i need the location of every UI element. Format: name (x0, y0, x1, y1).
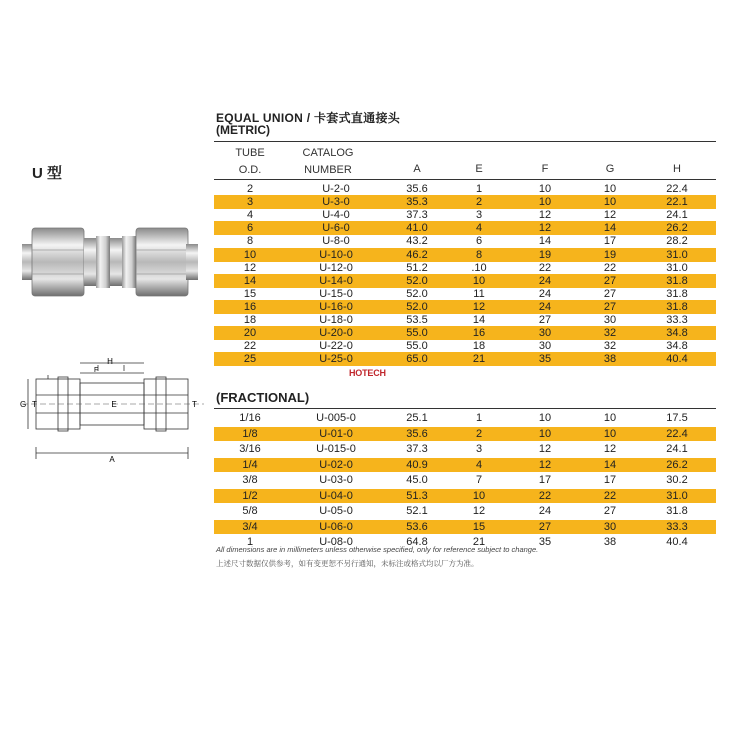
table-cell: 11 (473, 287, 485, 300)
table-row (214, 234, 716, 248)
table-cell: 30 (538, 340, 552, 353)
table-cell: U-015-0 (316, 443, 356, 455)
table-cell: 15 (243, 287, 257, 300)
table-cell: U-4-0 (322, 209, 350, 222)
table-row (214, 427, 716, 441)
table-cell: 43.2 (406, 235, 428, 248)
table-cell: 40.4 (666, 353, 688, 366)
drawing-label-g: G (20, 400, 27, 409)
table-cell: 4 (246, 209, 254, 222)
table-cell: 8 (475, 248, 483, 261)
drawing-label-f: F (94, 367, 99, 374)
table-cell: 24 (538, 274, 552, 287)
table-cell: 1/2 (242, 489, 258, 502)
table-cell: 14 (472, 314, 486, 326)
table-cell: 27 (538, 520, 552, 533)
table-cell: 5/8 (242, 505, 258, 517)
table-cell: 3 (475, 209, 483, 222)
table-cell: 17 (603, 235, 617, 248)
table-row (214, 195, 716, 209)
table-cell: 12 (243, 261, 257, 274)
header-tube-od: TUBE O.D. (235, 147, 265, 176)
table-cell: 12 (538, 443, 552, 455)
table-cell: U-005-0 (316, 412, 356, 424)
table-cell: 30 (603, 314, 617, 326)
table-cell: 17.5 (666, 412, 688, 424)
table-cell: 18 (472, 340, 486, 353)
union-fitting-drawing-icon (18, 355, 208, 465)
table-cell: 12 (538, 222, 552, 235)
table-cell: U-02-0 (319, 458, 353, 471)
union-fitting-photo-icon (20, 222, 200, 302)
table-cell: 3/8 (242, 474, 258, 486)
table-cell: 17 (603, 474, 617, 486)
table-cell: 31.8 (666, 287, 688, 300)
table-cell: 22 (538, 489, 552, 502)
table-cell: 27 (603, 274, 617, 287)
table-cell: 10 (538, 412, 552, 424)
table-cell: 10 (603, 183, 617, 195)
table-row (214, 300, 716, 314)
drawing-label-t-right: T (192, 400, 197, 409)
table-cell: 2 (475, 196, 483, 209)
table-cell: U-10-0 (319, 248, 353, 261)
table-cell: 22 (603, 261, 617, 274)
table-cell: 30.2 (666, 474, 688, 486)
table-cell: 1/16 (239, 412, 261, 424)
header-top-rule (214, 141, 716, 142)
table-row (214, 458, 716, 472)
table-cell: 10 (538, 427, 552, 440)
table-cell: 1 (246, 536, 254, 548)
table-cell: 24 (538, 505, 552, 517)
table-cell: U-6-0 (322, 222, 350, 235)
table-cell: 10 (243, 248, 257, 261)
table-cell: 10 (472, 274, 486, 287)
table-cell: 33.3 (666, 314, 688, 326)
table-cell: 38 (603, 353, 617, 366)
table-cell: U-22-0 (319, 340, 353, 353)
table-cell: 52.0 (406, 300, 428, 313)
table-cell: 8 (246, 235, 254, 248)
table-row (214, 489, 716, 503)
table-row (214, 287, 716, 301)
table-cell: 14 (538, 235, 552, 248)
table-cell: 2 (246, 183, 254, 195)
footnote-english: All dimensions are in millimeters unless otherwise specified, only for reference subject to change. (216, 545, 539, 554)
table-cell: 14 (603, 222, 617, 235)
table-cell: 31.8 (666, 300, 688, 313)
table-cell: 16 (472, 327, 486, 340)
table-cell: 35.6 (406, 183, 428, 195)
table-row (214, 261, 716, 275)
table-row (214, 411, 716, 425)
table-cell: 34.8 (666, 340, 688, 353)
table-cell: 55.0 (406, 327, 428, 340)
table-cell: 24.1 (666, 443, 688, 455)
table-cell: 14 (243, 274, 257, 287)
table-cell: 17 (538, 474, 552, 486)
table-cell: 25.1 (406, 412, 428, 424)
header-h: H (673, 163, 681, 175)
table-cell: 3/16 (239, 443, 261, 455)
table-cell: 16 (243, 300, 257, 313)
table-cell: 12 (538, 458, 552, 471)
table-cell: U-18-0 (319, 314, 353, 326)
table-cell: U-12-0 (319, 261, 353, 274)
table-cell: 12 (538, 209, 552, 222)
table-cell: 12 (603, 209, 617, 222)
table-title: EQUAL UNION / 卡套式直通接头 (216, 111, 401, 125)
table-cell: 31.8 (666, 274, 688, 287)
table-row (214, 274, 716, 288)
table-cell: 24.1 (666, 209, 688, 222)
table-cell: 35 (538, 353, 552, 366)
drawing-label-h: H (107, 357, 113, 366)
table-cell: 22.4 (666, 183, 688, 195)
table-cell: 45.0 (406, 474, 428, 486)
drawing-label-t-left: T (32, 400, 37, 409)
table-cell: 40.4 (666, 536, 688, 548)
table-cell: 12 (472, 505, 486, 517)
table-cell: 37.3 (406, 209, 428, 222)
table-cell: 3 (246, 196, 254, 209)
table-row (214, 313, 716, 327)
table-cell: U-06-0 (319, 520, 353, 533)
header-bottom-rule (214, 179, 716, 180)
table-cell: 22 (243, 340, 257, 353)
table-cell: 27 (603, 300, 617, 313)
table-cell: 38 (603, 536, 617, 548)
watermark: HOTECH (349, 368, 386, 378)
table-cell: 52.0 (406, 274, 428, 287)
table-cell: 1/8 (242, 427, 258, 440)
fractional-section-title: (FRACTIONAL) (216, 390, 310, 405)
table-cell: 51.2 (406, 261, 428, 274)
table-row (214, 221, 716, 235)
table-cell: U-20-0 (319, 327, 353, 340)
table-cell: 3/4 (242, 520, 258, 533)
table-cell: 25 (243, 353, 257, 366)
table-row (214, 182, 716, 196)
header-g: G (605, 163, 615, 175)
table-cell: 30 (603, 520, 617, 533)
table-cell: 26.2 (666, 458, 688, 471)
table-cell: 33.3 (666, 520, 688, 533)
table-cell: 12 (603, 443, 617, 455)
table-cell: 27 (538, 314, 552, 326)
table-cell: U-8-0 (322, 235, 350, 248)
table-cell: 40.9 (406, 458, 428, 471)
table-cell: 4 (475, 458, 483, 471)
table-row (214, 326, 716, 340)
header-f: F (541, 163, 549, 175)
table-row (214, 352, 716, 366)
table-cell: 18 (243, 314, 257, 326)
table-cell: 15 (472, 520, 486, 533)
table-cell: 31.0 (666, 248, 688, 261)
table-cell: 31.8 (666, 505, 688, 517)
table-cell: 64.8 (406, 536, 428, 548)
table-cell: 65.0 (406, 353, 428, 366)
table-cell: 12 (472, 300, 486, 313)
table-cell: 10 (603, 196, 617, 209)
table-cell: U-05-0 (319, 505, 353, 517)
fractional-top-rule (214, 408, 716, 409)
table-cell: U-01-0 (319, 427, 353, 440)
table-row (214, 208, 716, 222)
table-row (214, 504, 716, 518)
table-cell: 22.1 (666, 196, 688, 209)
table-cell: 24 (538, 300, 552, 313)
table-cell: 22 (538, 261, 552, 274)
header-catalog-number: CATALOG NUMBER (302, 147, 354, 176)
table-cell: U-2-0 (322, 183, 350, 195)
metric-section-title: (METRIC) (216, 123, 270, 137)
table-cell: 35 (538, 536, 552, 548)
table-cell: 6 (246, 222, 254, 235)
table-cell: 10 (538, 196, 552, 209)
table-cell: 46.2 (406, 248, 428, 261)
table-cell: .10 (471, 261, 487, 274)
table-cell: 37.3 (406, 443, 428, 455)
table-cell: U-08-0 (319, 536, 353, 548)
drawing-label-e: E (111, 400, 117, 409)
table-cell: 31.0 (666, 261, 688, 274)
table-cell: 53.5 (406, 314, 428, 326)
table-cell: 53.6 (406, 520, 428, 533)
table-cell: 41.0 (406, 222, 428, 235)
table-cell: 19 (538, 248, 552, 261)
table-cell: U-16-0 (319, 300, 353, 313)
drawing-label-a: A (109, 455, 115, 464)
table-cell: 19 (603, 248, 617, 261)
table-cell: 10 (603, 412, 617, 424)
table-cell: 30 (538, 327, 552, 340)
table-cell: 22.4 (666, 427, 688, 440)
table-cell: 10 (538, 183, 552, 195)
table-cell: U-03-0 (319, 474, 353, 486)
table-cell: 31.0 (666, 489, 688, 502)
table-cell: 1 (475, 412, 483, 424)
table-cell: U-3-0 (322, 196, 350, 209)
table-row (214, 442, 716, 456)
table-cell: 1 (475, 183, 483, 195)
table-cell: 51.3 (406, 489, 428, 502)
table-cell: 1/4 (242, 458, 258, 471)
table-cell: 35.6 (406, 427, 428, 440)
header-a: A (413, 163, 421, 175)
table-cell: 55.0 (406, 340, 428, 353)
table-cell: 27 (603, 287, 617, 300)
table-cell: 4 (475, 222, 483, 235)
table-cell: 28.2 (666, 235, 688, 248)
table-cell: 6 (475, 235, 483, 248)
table-cell: 26.2 (666, 222, 688, 235)
table-cell: 14 (603, 458, 617, 471)
type-label: U 型 (32, 165, 63, 182)
table-cell: 32 (603, 340, 617, 353)
table-cell: 10 (603, 427, 617, 440)
table-cell: U-25-0 (319, 353, 353, 366)
table-cell: U-04-0 (319, 489, 353, 502)
table-cell: 2 (475, 427, 483, 440)
table-row (214, 248, 716, 262)
table-cell: 10 (472, 489, 486, 502)
table-cell: 35.3 (406, 196, 428, 209)
table-cell: 22 (603, 489, 617, 502)
footnote-chinese: 上述尺寸数据仅供参考，如有变更恕不另行通知，未标注或格式均以厂方为准。 (216, 559, 479, 568)
table-cell: 32 (603, 327, 617, 340)
table-cell: 34.8 (666, 327, 688, 340)
table-cell: 52.0 (406, 287, 428, 300)
header-e: E (475, 163, 483, 175)
table-cell: 52.1 (406, 505, 428, 517)
table-row (214, 339, 716, 353)
table-row (214, 473, 716, 487)
table-cell: 24 (538, 287, 552, 300)
table-cell: 20 (243, 327, 257, 340)
table-cell: 7 (475, 474, 483, 486)
table-cell: U-15-0 (319, 287, 353, 300)
table-row (214, 520, 716, 534)
table-cell: 21 (472, 536, 486, 548)
table-cell: 27 (603, 505, 617, 517)
table-cell: 21 (472, 353, 486, 366)
table-cell: U-14-0 (319, 274, 353, 287)
table-cell: 3 (475, 443, 483, 455)
